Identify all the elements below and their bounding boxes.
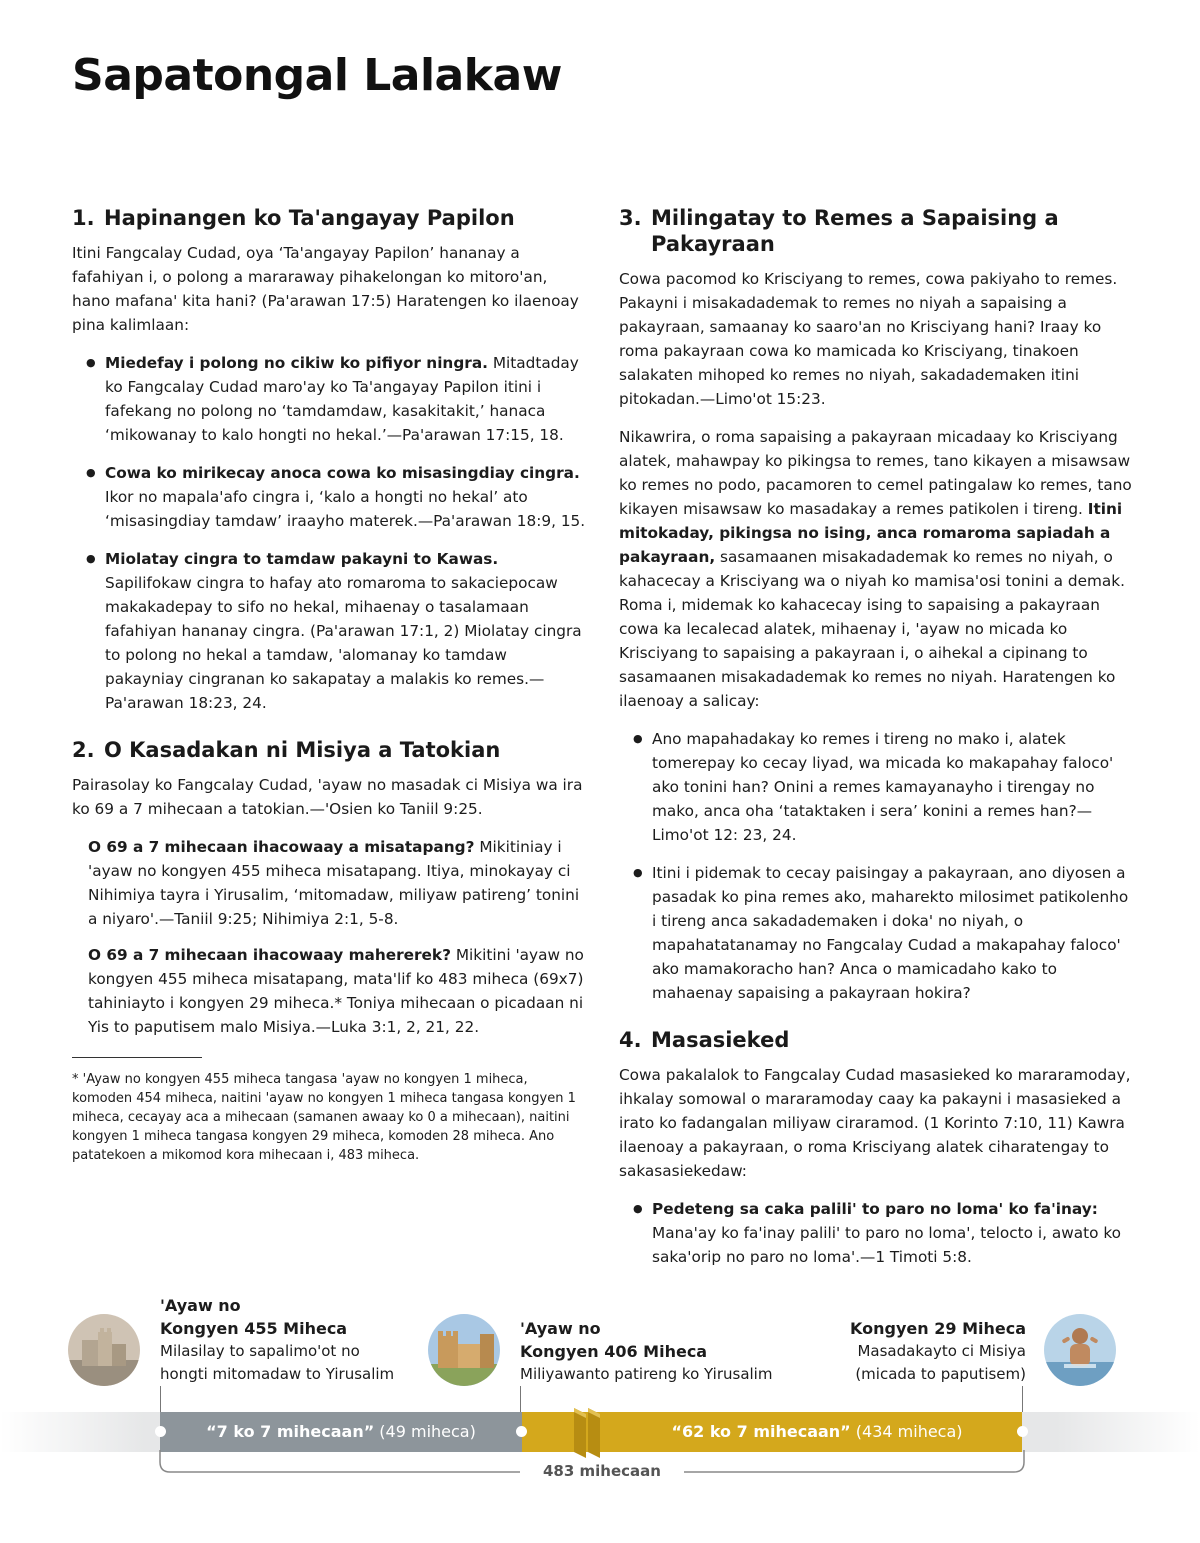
- event-406-bce: 'Ayaw no Kongyen 406 Miheca Miliyawanto patireng ko Yirusalim: [520, 1319, 773, 1383]
- total-years-label: 483 mihecaan: [520, 1462, 684, 1480]
- segment-1-label: “7 ko 7 mihecaan” (49 miheca): [206, 1422, 476, 1441]
- section-1-list: [72, 351, 586, 715]
- list-item: ● Cowa ko mirikecay anoca cowa ko misasingdiay cingra. Ikor no mapala'afo cingra i, ‘kalo a hongti no hekal’ ato ‘misasingdiay tamdaw’ iraayho materek.—Pa'arawan 18:9, 15.: [72, 461, 586, 533]
- event-455-bce: 'Ayaw no Kongyen 455 Miheca Milasilay to sapalimo'ot no hongti mitomadaw to Yirusalim: [160, 1296, 395, 1383]
- baptism-illustration: [1044, 1314, 1116, 1386]
- section-2-heading: 2. O Kasadakan ni Misiya a Tatokian: [72, 738, 501, 762]
- timeline: [0, 1290, 1200, 1543]
- segment-2-label: “62 ko 7 mihecaan” (434 miheca): [671, 1422, 963, 1441]
- page-title: Sapatongal Lalakaw: [72, 50, 562, 101]
- list-item: ● Pedeteng sa caka palili' to paro no loma' ko fa'inay: Mana'ay ko fa'inay palili' to paro no loma', telocto i, awato ko saka'orip no paro no loma'.—1 Timoti 5:8.: [619, 1197, 1134, 1269]
- footnote: * 'Ayaw no kongyen 455 miheca tangasa 'ayaw no kongyen 1 miheca, komoden 454 miheca, naitini 'ayaw no kongyen 1 miheca tangasa kongyen 1 miheca, cecayay aca a mihecaan (samanen awaay ko 0 a mihecaan), naitini kongyen 1 miheca tangasa kongyen 29 miheca, komoden 28 miheca. Ano patatekoen a mikomod kora mihecaan i, 483 miheca.: [72, 1072, 576, 1163]
- timeline-dot: [1017, 1426, 1028, 1437]
- timeline-dot: [516, 1426, 527, 1437]
- section-1-intro: Itini Fangcalay Cudad, oya ‘Ta'angayay Papilon’ hananay a fafahiyan i, o polong a mararaway pihakelongan ko mitoro'an, hano mafana' kita hani? (Pa'arawan 17:5) Haratengen ko ilaenoay pina kalimlaan:: [72, 244, 579, 334]
- section-1-heading: 1. Hapinangen ko Ta'angayay Papilon: [72, 206, 515, 230]
- list-item: ● Miedefay i polong no cikiw ko pifiyor ningra. Mitadtaday ko Fangcalay Cudad maro'ay ko Ta'angayay Papilon itini i fafekang no polong no ‘tamdamdaw, kasakitakit,’ hanaca ‘mikowanay to kalo hongti no hekal.’—Pa'arawan 17:15, 18.: [72, 351, 586, 447]
- question-1: O 69 a 7 mihecaan ihacowaay a misatapang? Mikitiniay i 'ayaw no kongyen 455 miheca misatapang. Itiya, minokayay ci Nihimiya tayra i Yirusalim, ‘mitomadaw, miliyaw patireng’ tonini a niyaro'.—Taniil 9:25; Nihimiya 2:1, 5-8.: [88, 838, 580, 928]
- section-3-para-2: Nikawrira, o roma sapaising a pakayraan micadaay ko Krisciyang alatek, mahawpay ko pikingsa to remes, tano kikayen a misawsaw ko remes no podo, pacamoren to cemel patingalaw ko remes, tano kikayen misawsaw ko masadakay a remes patikolen i tireng. Itini mitokaday, pikingsa no ising, anca romaroma sapiadah a pakayraan, sasamaanen misakadademak ko remes no niyah, o kahacecay a Krisciyang wa o niyah ko mamisa'osi tonini a demak. Roma i, midemak ko kahacecay ising to sapaising a pakayraan cowa ka lecalecad alatek, mihaenay i, 'ayaw no micada ko Krisciyang to sapaising a pakayraan i, o aihekal a cipinang to sasamaanen misakadademak ko remes no niyah. Haratengen ko ilaenoay a salicay:: [619, 428, 1132, 710]
- section-2: [72, 737, 586, 1165]
- section-3-para-1: Cowa pacomod ko Krisciyang to remes, cowa pakiyaho to remes. Pakayni i misakadademak to remes no niyah a sapaising a pakayraan, samaanay ko saaro'an no Krisciyang hani? Iraay ko roma pakayraan cowa ko mamicada ko Krisciyang, tinakoen salakaten mihoped ko remes no niyah, sakadademaken itini pitokadan.—Limo'ot 15:23.: [619, 270, 1118, 408]
- left-column: [72, 205, 586, 1165]
- rebuilt-city-illustration: [428, 1314, 500, 1386]
- section-4-para: Cowa pakalalok to Fangcalay Cudad masasieked ko mararamoday, ihkalay somowal o mararamoday caay ka pakayni i masasieked a irato ko fadangalan miliyaw ciraramod. (1 Korinto 7:10, 11) Kawra ilaenoay a pakayraan, o roma Krisciyang alatek ciharatengay to sakasasiekedaw:: [619, 1066, 1131, 1180]
- question-2: O 69 a 7 mihecaan ihacowaay mahererek? Mikitini 'ayaw no kongyen 455 miheca misatapang, mata'lif ko 483 miheca (69x7) tahiniayto i kongyen 29 miheca.* Toniya mihecaan o picadaan ni Yis to paputisem malo Misiya.—Luka 3:1, 2, 21, 22.: [88, 946, 584, 1036]
- list-item: ● Ano mapahadakay ko remes i tireng no mako i, alatek tomerepay ko cecay liyad, wa micada ko makapahay faloco' ako tonini han? Onini a remes kamayanayho i tirengay no mako, anca oha ‘tataktaken i sera’ konini a remes han?—Limo'ot 12: 23, 24.: [619, 727, 1134, 847]
- section-3-heading: 3. Milingatay to Remes a Sapaising a Pakayraan: [619, 206, 1059, 256]
- list-item: ● Miolatay cingra to tamdaw pakayni to Kawas. Sapilifokaw cingra to hafay ato romaroma to sakaciepocaw makakadepay to sifo no hekal, mihaenay o tasalamaan fafahiyan hananay cingra. (Pa'arawan 17:1, 2) Miolatay cingra to polong no hekal a tamdaw, 'alomanay ko tamdaw pakayniay cingranan ko sakapatay a malakis ko remes.—Pa'arawan 18:23, 24.: [72, 547, 586, 715]
- event-29-ce: Kongyen 29 Miheca Masadakayto ci Misiya (micada to paputisem): [850, 1319, 1026, 1383]
- section-4: [619, 1027, 1134, 1269]
- section-4-list: [619, 1197, 1134, 1269]
- section-1: [72, 205, 586, 715]
- timeline-dot: [155, 1426, 166, 1437]
- ruined-city-illustration: [68, 1314, 140, 1386]
- list-item: ● Itini i pidemak to cecay paisingay a pakayraan, ano diyosen a pasadak ko pina remes ako, maharekto milosimet patikolenho i tireng anca sakadademaken i doka' no niyah, o mapahatatanamay no Fangcalay Cudad a makapahay faloco' ako mamakoracho han? Anca o mamicadaho kako to mahaenay sapaising a pakayraan hokira?: [619, 861, 1134, 1005]
- footnote-divider: [72, 1057, 202, 1058]
- section-2-intro: Pairasolay ko Fangcalay Cudad, 'ayaw no masadak ci Misiya wa ira ko 69 a 7 mihecaan a tatokian.—'Osien ko Taniil 9:25.: [72, 776, 583, 818]
- section-3: [619, 205, 1134, 1005]
- section-3-list: [619, 727, 1134, 1005]
- section-4-heading: 4. Masasieked: [619, 1028, 790, 1052]
- right-column: [619, 205, 1134, 1291]
